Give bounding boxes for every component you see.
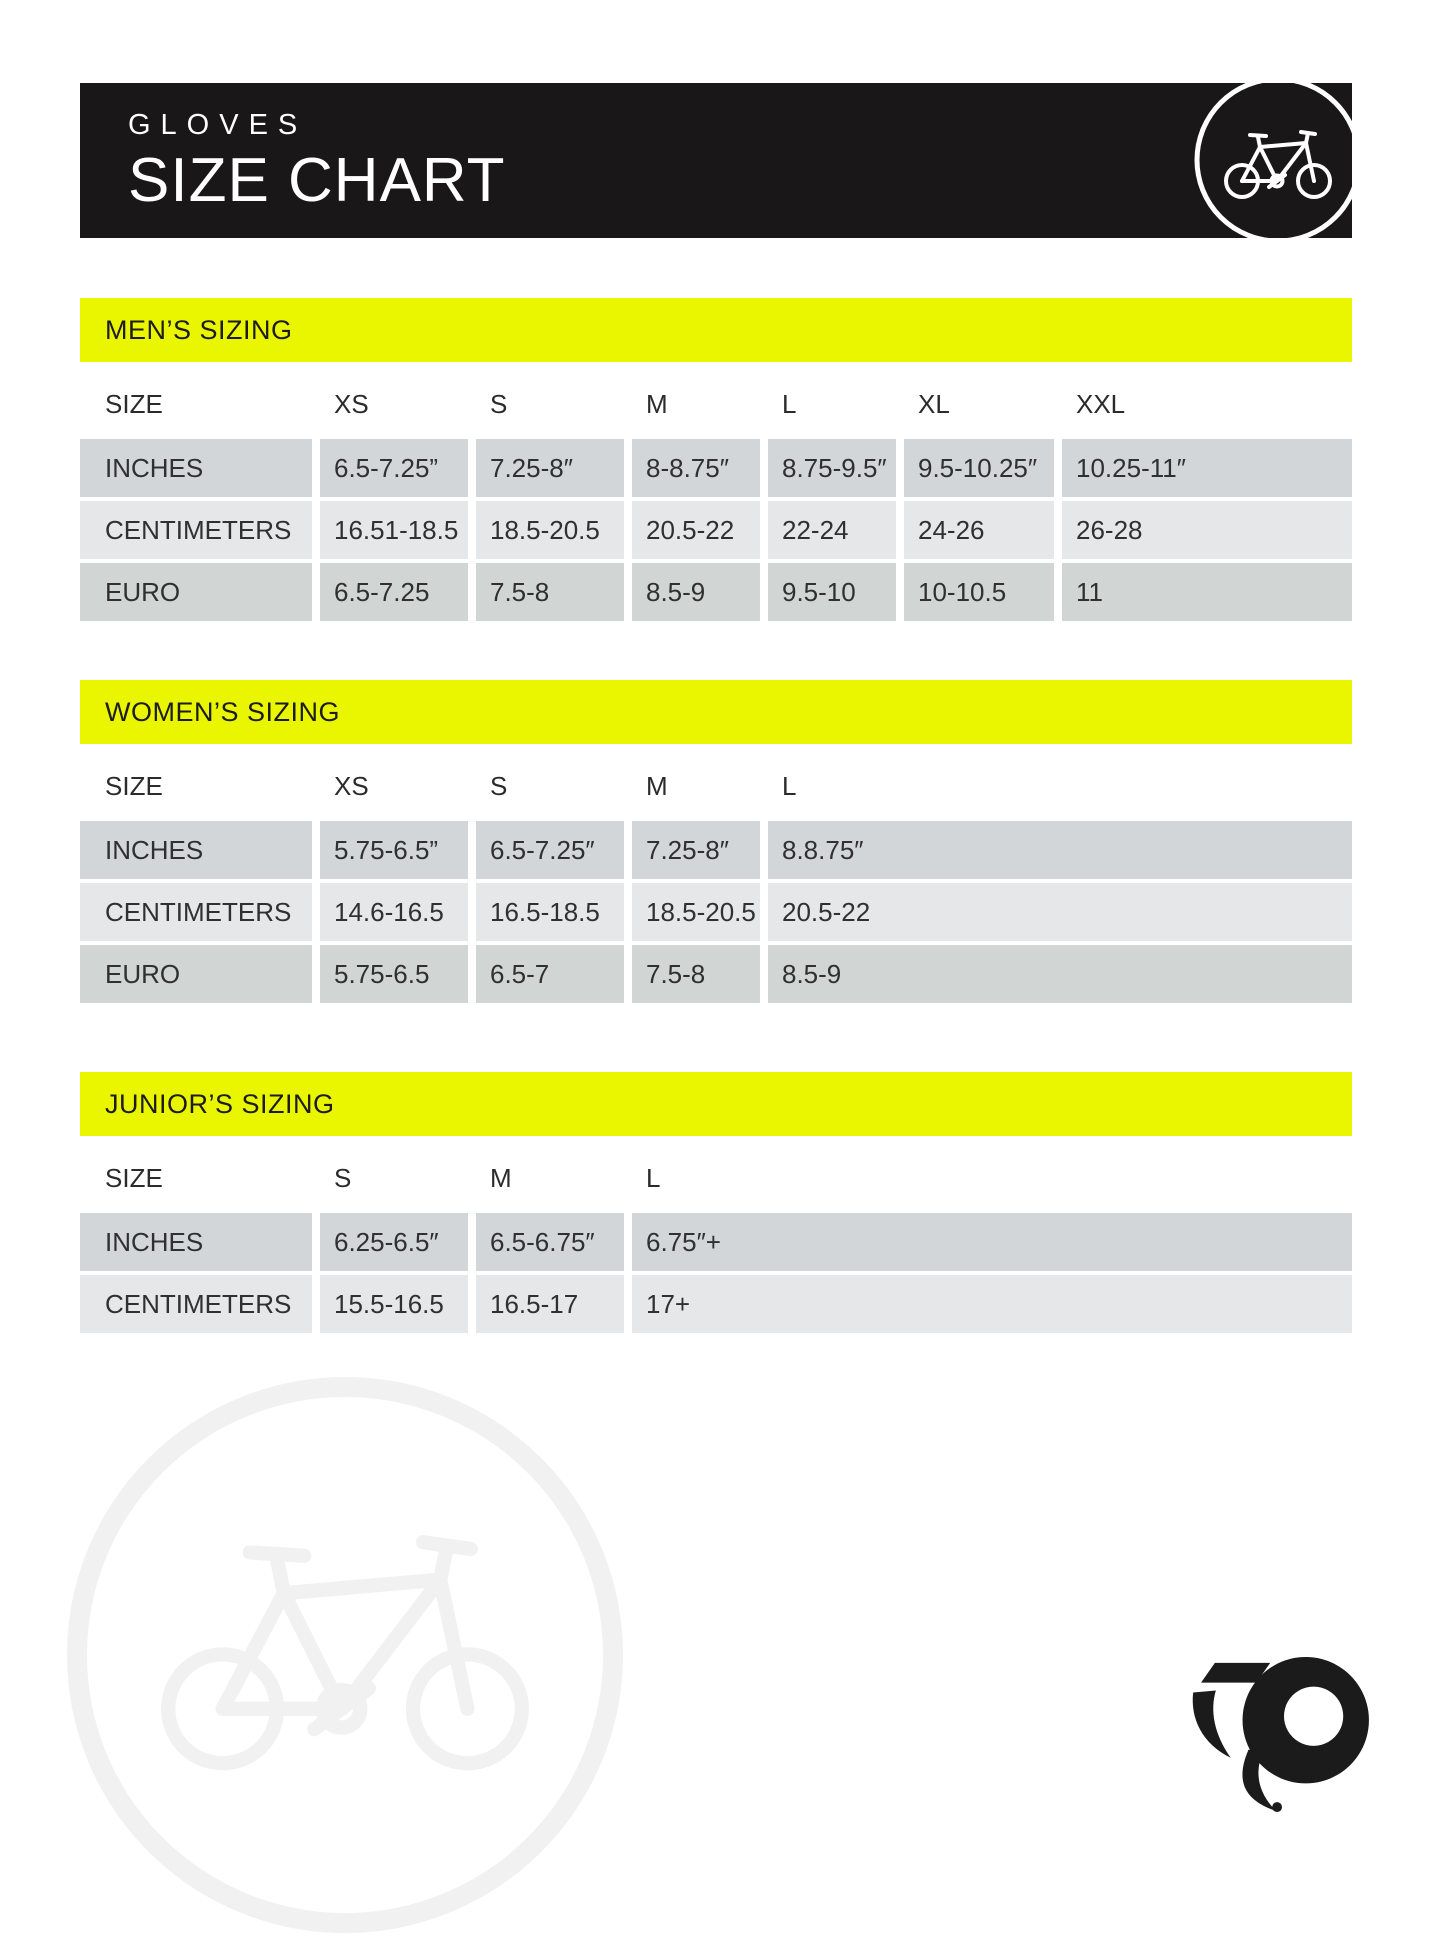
table-cell: 10-10.5: [904, 563, 1054, 621]
table-cell: 7.5-8: [632, 945, 760, 1003]
size-header-row: [80, 1154, 1352, 1202]
table-cell: 15.5-16.5: [320, 1275, 468, 1333]
table-cell: 6.5-7.25: [320, 563, 468, 621]
table-cell: 6.5-7.25”: [320, 439, 468, 497]
table-cell: 7.25-8″: [476, 439, 624, 497]
table-cell: 16.51-18.5: [320, 501, 468, 559]
table-cell: 17+: [632, 1275, 1352, 1333]
table-cell: 8.8.75″: [768, 821, 1352, 879]
table-cell: 20.5-22: [768, 883, 1352, 941]
table-cell: 16.5-17: [476, 1275, 624, 1333]
pearl-izumi-logo: [1183, 1655, 1385, 1813]
section-juniors: [80, 1072, 1352, 1333]
page-title: SIZE CHART: [128, 146, 506, 215]
table-cell: 6.5-7: [476, 945, 624, 1003]
bicycle-watermark-icon: [55, 1365, 635, 1945]
size-m: M: [646, 770, 668, 801]
size-m: M: [646, 388, 668, 419]
row-label-centimeters: CENTIMETERS: [80, 883, 312, 941]
size-xl: XL: [918, 388, 950, 419]
size-s: S: [490, 388, 508, 419]
section-header-mens: [80, 298, 1352, 362]
table-cell: 9.5-10.25″: [904, 439, 1054, 497]
size-s: S: [490, 770, 508, 801]
size-label: SIZE: [105, 388, 163, 419]
row-label-inches: INCHES: [80, 439, 312, 497]
row-label-euro: EURO: [80, 563, 312, 621]
size-xs: XS: [334, 770, 369, 801]
row-label-centimeters: CENTIMETERS: [80, 1275, 312, 1333]
size-l: L: [782, 388, 797, 419]
size-m: M: [490, 1162, 512, 1193]
section-title: MEN’S SIZING: [105, 314, 293, 345]
row-label-inches: INCHES: [80, 821, 312, 879]
bicycle-circle-icon: [1190, 83, 1352, 238]
category-label: GLOVES: [128, 109, 308, 141]
juniors-size-table: [80, 1213, 1352, 1333]
section-mens: [80, 298, 1352, 621]
row-label-euro: EURO: [80, 945, 312, 1003]
table-cell: 18.5-20.5: [632, 883, 760, 941]
size-l: L: [782, 770, 797, 801]
size-label: SIZE: [105, 770, 163, 801]
section-header-juniors: [80, 1072, 1352, 1136]
table-cell: 11: [1062, 563, 1352, 621]
section-womens: [80, 680, 1352, 1003]
table-cell: 20.5-22: [632, 501, 760, 559]
table-cell: 8-8.75″: [632, 439, 760, 497]
mens-size-table: [80, 439, 1352, 621]
table-cell: 26-28: [1062, 501, 1352, 559]
row-label-centimeters: CENTIMETERS: [80, 501, 312, 559]
table-cell: 18.5-20.5: [476, 501, 624, 559]
table-cell: 8.5-9: [768, 945, 1352, 1003]
size-header-row: [80, 380, 1352, 428]
table-cell: 6.75″+: [632, 1213, 1352, 1271]
section-title: WOMEN’S SIZING: [105, 696, 340, 727]
table-cell: 8.5-9: [632, 563, 760, 621]
size-s: S: [334, 1162, 352, 1193]
table-cell: 5.75-6.5”: [320, 821, 468, 879]
table-cell: 5.75-6.5: [320, 945, 468, 1003]
table-cell: 7.25-8″: [632, 821, 760, 879]
table-cell: 24-26: [904, 501, 1054, 559]
table-cell: 14.6-16.5: [320, 883, 468, 941]
header-bar: [80, 83, 1352, 238]
table-cell: 7.5-8: [476, 563, 624, 621]
table-cell: 10.25-11″: [1062, 439, 1352, 497]
row-label-inches: INCHES: [80, 1213, 312, 1271]
womens-size-table: [80, 821, 1352, 1003]
size-header-row: [80, 762, 1352, 810]
size-l: L: [646, 1162, 661, 1193]
size-label: SIZE: [105, 1162, 163, 1193]
table-cell: 6.5-7.25″: [476, 821, 624, 879]
size-xxl: XXL: [1076, 388, 1126, 419]
section-title: JUNIOR’S SIZING: [105, 1088, 335, 1119]
table-cell: 9.5-10: [768, 563, 896, 621]
table-cell: 8.75-9.5″: [768, 439, 896, 497]
size-xs: XS: [334, 388, 369, 419]
section-header-womens: [80, 680, 1352, 744]
table-cell: 22-24: [768, 501, 896, 559]
table-cell: 16.5-18.5: [476, 883, 624, 941]
table-cell: 6.25-6.5″: [320, 1213, 468, 1271]
table-cell: 6.5-6.75″: [476, 1213, 624, 1271]
